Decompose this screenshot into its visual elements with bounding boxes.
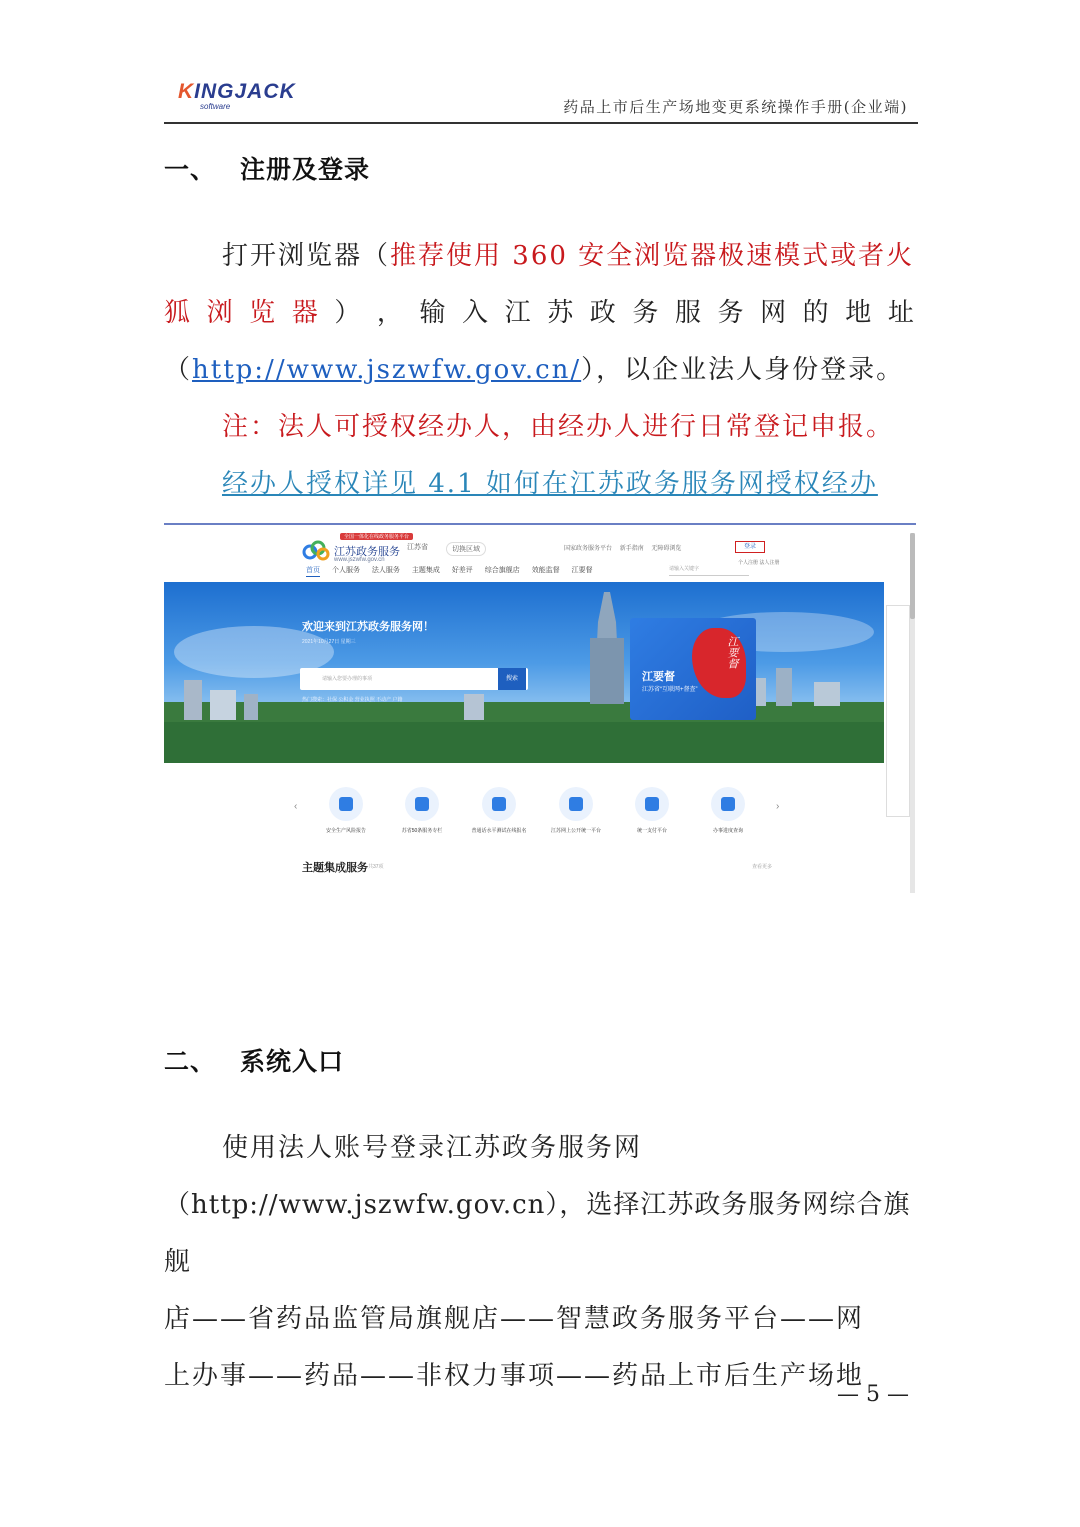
website-screenshot [164,523,916,895]
theme-services-count: 共37项 [368,864,384,870]
logo-rest: INGJACK [194,80,296,103]
section-title: 系统入口 [240,1047,345,1076]
service-icon [329,787,363,821]
para-char: 的 [802,298,831,328]
kingjack-logo [178,80,296,104]
service-label: 普通话水平测试在线报名 [471,828,527,834]
para-char: 政 [589,298,618,328]
service-icon [482,787,516,821]
para-line-2 [164,285,916,342]
service-label: 苏省50条服务专栏 [401,828,443,834]
logo-subtitle: software [200,102,231,111]
site-header [164,525,909,580]
top-link[interactable]: 新手指南 [619,546,644,552]
welcome-text: 欢迎来到江苏政务服务网！ [302,621,434,633]
site-search-input[interactable]: 请输入关键字 [669,565,749,576]
nav-item[interactable]: 效能监督 [531,567,560,574]
top-links [564,543,687,552]
nav-home[interactable]: 首页 [306,567,320,577]
section-number: 一、 [164,155,217,184]
side-toolbar[interactable] [886,605,910,817]
para-line-1: 使用法人账号登录江苏政务服务网 [222,1133,643,1163]
para-line-3: 店——省药品监管局旗舰店——智慧政务服务平台——网 [164,1304,865,1334]
section-title: 注册及登录 [240,155,371,184]
hero-banner [164,582,884,763]
site-logo-icon [302,539,330,561]
para-char: 苏 [547,298,576,328]
top-link[interactable]: 无障碍浏览 [651,546,682,552]
nav-item[interactable]: 法人服务 [371,567,400,574]
scrollbar-thumb[interactable] [910,533,915,619]
service-icon [405,787,439,821]
page-header [164,76,918,124]
welcome-date: 2021年10月27日 星期三 [302,639,356,645]
banner-search-placeholder: 请输入您要办理的事项 [322,676,373,682]
para-char: 网 [760,298,789,328]
banner-search-button[interactable]: 搜索 [498,668,526,690]
service-carousel [292,787,792,847]
document-title: 药品上市后生产场地变更系统操作手册(企业端) [563,98,908,116]
nav-item[interactable]: 江要督 [571,567,593,574]
promo-card[interactable] [630,618,756,720]
para-char: 地 [845,298,874,328]
site-name: 江苏政务服务 [334,546,400,558]
auth-agent-link[interactable]: 经办人授权详见 4.1 如何在江苏政务服务网授权经办 [222,469,878,499]
theme-services-title: 主题集成服务 [302,862,368,874]
para-char: 浏 [206,298,235,328]
paren-open: （ [164,355,193,385]
view-more-link[interactable]: 查看更多 [752,864,773,870]
service-item[interactable] [302,787,390,834]
service-label: 江苏网上公开统一平台 [550,828,601,834]
logo-k: K [178,80,195,103]
switch-region-button[interactable]: 切换区域 [446,542,486,556]
browser-recommendation: 推荐使用 360 安全浏览器极速模式或者火 [390,241,915,271]
para-line-2: （http://www.jszwfw.gov.cn），选择江苏政务服务网综合旗舰 [164,1190,911,1277]
service-label: 安全生产风险报告 [325,828,366,834]
para-char: 江 [504,298,533,328]
para-char: 狐 [164,298,193,328]
login-button[interactable]: 登录 [735,541,765,553]
para-char: ， [376,298,405,328]
jszwfw-url-link[interactable]: http://www.jszwfw.gov.cn/ [192,355,582,385]
promo-red-text: 江要督 [726,636,738,669]
service-item[interactable] [608,787,696,834]
service-label: 办事进度查询 [712,828,743,834]
open-browser-text: 打开浏览器（ [222,241,391,271]
promo-subtitle: 江苏省“互联网+督查” [642,687,698,693]
para-char: 览 [249,298,278,328]
service-icon [635,787,669,821]
note-text: 注：法人可授权经办人，由经办人进行日常登记申报。 [222,412,895,442]
para-line-1 [164,228,916,285]
section-heading-2 [164,1042,344,1078]
banner-search-input[interactable] [300,668,528,690]
next-arrow-icon[interactable]: › [776,801,780,812]
nav-item[interactable]: 好差评 [451,567,473,574]
para-char: 务 [632,298,661,328]
hot-search-words[interactable]: 热门搜索：社保 公积金 营业执照 不动产 户籍 [302,697,403,703]
service-icon [711,787,745,821]
para-char: 器 [291,298,320,328]
service-icon [559,787,593,821]
site-url: www.jszwfw.gov.cn [334,557,385,563]
para-line-4: 上办事——药品——非权力事项——药品上市后生产场地 [164,1361,865,1391]
service-item[interactable] [378,787,466,834]
section-number: 二、 [164,1047,217,1076]
intro-paragraph [164,228,916,570]
nav-item[interactable]: 个人服务 [331,567,360,574]
login-instruction: ），以企业法人身份登录。 [581,355,905,385]
para-char: 址 [887,298,916,328]
service-item[interactable] [532,787,620,834]
page-number: — 5 — [837,1382,909,1407]
para-line-3 [164,342,916,399]
para-char: 务 [717,298,746,328]
service-label: 统一支付平台 [636,828,667,834]
nav-item[interactable]: 主题集成 [411,567,440,574]
service-item[interactable] [455,787,543,834]
para-char: ） [334,298,363,328]
entry-paragraph [164,1120,916,1405]
service-item[interactable] [684,787,772,834]
region-label: 江苏省 [407,544,428,551]
register-links[interactable]: 个人注册 法人注册 [738,560,780,566]
nav-item[interactable]: 综合旗舰店 [484,567,520,574]
para-char: 输 [419,298,448,328]
top-link[interactable]: 国家政务服务平台 [564,546,613,552]
section-heading-1 [164,150,370,186]
para-char: 入 [462,298,491,328]
site-badge: 全国一体化在线政务服务平台 [340,533,413,540]
para-char: 服 [674,298,703,328]
promo-title: 江要督 [642,671,675,683]
prev-arrow-icon[interactable]: ‹ [294,801,298,812]
site-nav [306,565,603,575]
